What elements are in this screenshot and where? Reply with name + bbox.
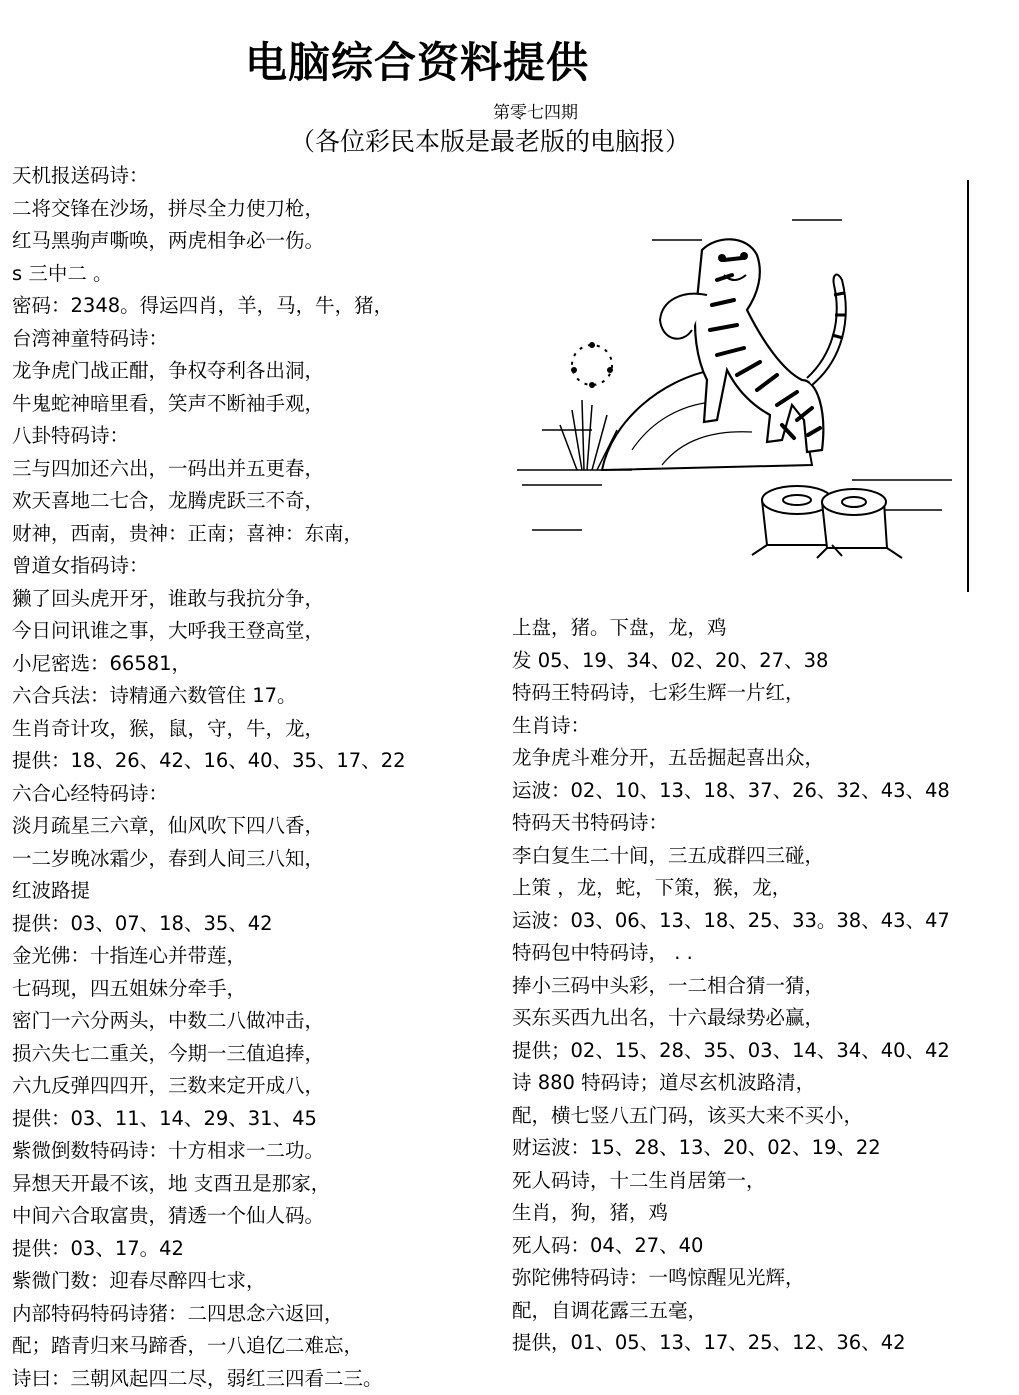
text-line: 紫微门数：迎春尽醉四七求， <box>12 1265 502 1298</box>
text-line: 今日问讯谁之事，大呼我王登高堂， <box>12 615 502 648</box>
text-line: 诗 880 特码诗；道尽玄机波路清， <box>512 1067 1012 1100</box>
issue-number: 第零七四期 <box>493 98 578 123</box>
text-line: 三与四加还六出，一码出并五更春， <box>12 453 502 486</box>
page-subtitle: （各位彩民本版是最老版的电脑报） <box>290 122 690 158</box>
text-line: 龙争虎斗难分开，五岳掘起喜出众， <box>512 742 1012 775</box>
text-line: 生肖诗： <box>512 710 1012 743</box>
text-line: 内部特码特码诗猪：二四思念六返回， <box>12 1298 502 1331</box>
text-line: 配，自调花露三五毫， <box>512 1295 1012 1328</box>
text-line: 运波：03、06、13、18、25、33。38、43、47 <box>512 905 1012 938</box>
text-line: 买东买西九出名，十六最绿势必赢， <box>512 1002 1012 1035</box>
text-line: 七码现，四五姐妹分牵手， <box>12 973 502 1006</box>
text-line: 损六失七二重关，今期一三值追捧， <box>12 1038 502 1071</box>
left-column <box>12 160 502 1395</box>
text-line: 配；踏青归来马蹄香，一八追亿二难忘， <box>12 1330 502 1363</box>
illustration-border <box>967 180 969 592</box>
text-line: 死人码：04、27、40 <box>512 1230 1012 1263</box>
text-line: 特码包中特码诗， . . <box>512 937 1012 970</box>
text-line: 欢天喜地二七合，龙腾虎跃三不奇， <box>12 485 502 518</box>
text-line: 金光佛：十指连心并带莲， <box>12 940 502 973</box>
text-line: 六合兵法：诗精通六数管住 17。 <box>12 680 502 713</box>
text-line: 财神，西南，贵神：正南；喜神：东南， <box>12 518 502 551</box>
text-line: 提供；02、15、28、35、03、14、34、40、42 <box>512 1035 1012 1068</box>
text-line: 紫微倒数特码诗：十方相求一二功。 <box>12 1135 502 1168</box>
text-line: 提供：03、11、14、29、31、45 <box>12 1103 502 1136</box>
text-line: 生肖奇计攻，猴，鼠，守，牛，龙， <box>12 713 502 746</box>
text-line: 配，横七竖八五门码，该买大来不买小， <box>512 1100 1012 1133</box>
text-line: 死人码诗，十二生肖居第一， <box>512 1165 1012 1198</box>
text-line: 中间六合取富贵，猜透一个仙人码。 <box>12 1200 502 1233</box>
text-line: 异想天开最不该，地 支酉丑是那家， <box>12 1168 502 1201</box>
text-line: 八卦特码诗： <box>12 420 502 453</box>
text-line: 曾道女指码诗： <box>12 550 502 583</box>
text-line: 小尼密选：66581， <box>12 648 502 681</box>
text-line: 特码王特码诗，七彩生辉一片红， <box>512 677 1012 710</box>
text-line: 台湾神童特码诗： <box>12 323 502 356</box>
text-line: 提供：03、17。42 <box>12 1233 502 1266</box>
text-line: 财运波：15、28、13、20、02、19、22 <box>512 1132 1012 1165</box>
text-line: 淡月疏星三六章，仙风吹下四八香， <box>12 810 502 843</box>
page-title: 电脑综合资料提供 <box>245 30 665 90</box>
text-line: 六合心经特码诗： <box>12 778 502 811</box>
text-line: 天机报送码诗： <box>12 160 502 193</box>
text-line: 弥陀佛特码诗：一鸣惊醒见光辉， <box>512 1262 1012 1295</box>
text-line: 密门一六分两头，中数二八做冲击， <box>12 1005 502 1038</box>
text-line: 李白复生二十间，三五成群四三碰， <box>512 840 1012 873</box>
text-line: 发 05、19、34、02、20、27、38 <box>512 645 1012 678</box>
text-line: 特码天书特码诗： <box>512 807 1012 840</box>
text-line: 獭了回头虎开牙，谁敢与我抗分争， <box>12 583 502 616</box>
text-line: 红波路提 <box>12 875 502 908</box>
text-line: 六九反弹四四开，三数来定开成八， <box>12 1070 502 1103</box>
text-line: 红马黑驹声嘶唤，两虎相争必一伤。 <box>12 225 502 258</box>
text-line: 二将交锋在沙场，拼尽全力使刀枪， <box>12 193 502 226</box>
text-line: 提供：18、26、42、16、40、35、17、22 <box>12 745 502 778</box>
text-line: 诗曰：三朝风起四二尽，弱红三四看二三。 <box>12 1363 502 1395</box>
tiger-illustration <box>512 180 968 592</box>
text-line: 捧小三码中头彩，一二相合猜一猜， <box>512 970 1012 1003</box>
text-line: 上策 ，龙，蛇，下策，猴，龙， <box>512 872 1012 905</box>
text-line: 上盘，猪。下盘，龙，鸡 <box>512 612 1012 645</box>
text-line: 密码：2348。得运四肖，羊，马，牛，猪， <box>12 290 502 323</box>
tiger-drawing <box>512 180 968 592</box>
text-line: 生肖，狗，猪，鸡 <box>512 1197 1012 1230</box>
text-line: 运波：02、10、13、18、37、26、32、43、48 <box>512 775 1012 808</box>
text-line: 一二岁晚冰霜少，春到人间三八知， <box>12 843 502 876</box>
text-line: 提供：03、07、18、35、42 <box>12 908 502 941</box>
text-line: 龙争虎门战正酣，争权夺利各出洞， <box>12 355 502 388</box>
right-column <box>512 612 1012 1360</box>
text-line: 牛鬼蛇神暗里看，笑声不断袖手观， <box>12 388 502 421</box>
text-line: s 三中二 。 <box>12 258 502 291</box>
text-line: 提供，01、05、13、17、25、12、36、42 <box>512 1327 1012 1360</box>
